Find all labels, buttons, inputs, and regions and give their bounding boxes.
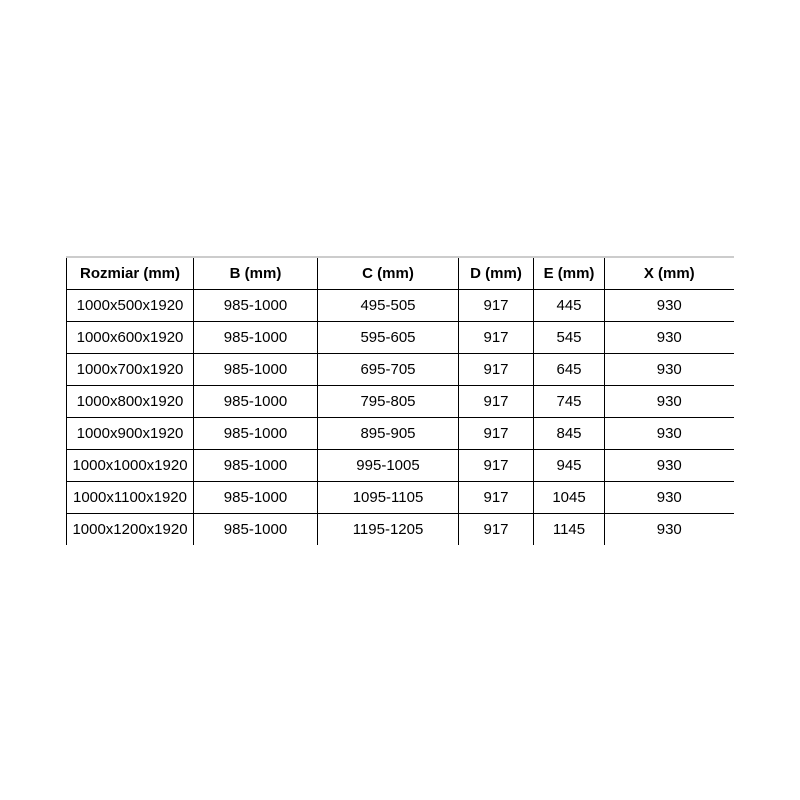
cell-c: 1195-1205 (318, 514, 459, 546)
column-header-x: X (mm) (605, 257, 734, 290)
cell-rozmiar: 1000x700x1920 (67, 354, 194, 386)
cell-rozmiar: 1000x500x1920 (67, 290, 194, 322)
header-row (67, 257, 734, 290)
cell-x: 930 (605, 482, 734, 514)
cell-x: 930 (605, 354, 734, 386)
cell-d: 917 (459, 322, 534, 354)
cell-e: 745 (534, 386, 605, 418)
cell-d: 917 (459, 450, 534, 482)
cell-e: 945 (534, 450, 605, 482)
table-row (67, 290, 734, 322)
column-header-c: C (mm) (318, 257, 459, 290)
cell-rozmiar: 1000x900x1920 (67, 418, 194, 450)
cell-b: 985-1000 (194, 290, 318, 322)
cell-rozmiar: 1000x1200x1920 (67, 514, 194, 546)
cell-rozmiar: 1000x800x1920 (67, 386, 194, 418)
column-header-rozmiar: Rozmiar (mm) (67, 257, 194, 290)
cell-e: 645 (534, 354, 605, 386)
cell-b: 985-1000 (194, 386, 318, 418)
cell-b: 985-1000 (194, 450, 318, 482)
cell-b: 985-1000 (194, 514, 318, 546)
table-row (67, 450, 734, 482)
cell-x: 930 (605, 290, 734, 322)
cell-b: 985-1000 (194, 354, 318, 386)
table-row (67, 354, 734, 386)
table-row (67, 482, 734, 514)
cell-rozmiar: 1000x1000x1920 (67, 450, 194, 482)
cell-x: 930 (605, 450, 734, 482)
cell-d: 917 (459, 290, 534, 322)
cell-x: 930 (605, 322, 734, 354)
cell-c: 595-605 (318, 322, 459, 354)
table-row (67, 322, 734, 354)
cell-c: 995-1005 (318, 450, 459, 482)
cell-x: 930 (605, 418, 734, 450)
cell-b: 985-1000 (194, 418, 318, 450)
cell-d: 917 (459, 514, 534, 546)
dimension-table (66, 256, 734, 545)
column-header-b: B (mm) (194, 257, 318, 290)
cell-e: 845 (534, 418, 605, 450)
cell-e: 1045 (534, 482, 605, 514)
cell-x: 930 (605, 386, 734, 418)
column-header-d: D (mm) (459, 257, 534, 290)
column-header-e: E (mm) (534, 257, 605, 290)
cell-e: 545 (534, 322, 605, 354)
cell-d: 917 (459, 482, 534, 514)
cell-c: 795-805 (318, 386, 459, 418)
table-row (67, 514, 734, 546)
table-row (67, 386, 734, 418)
dimension-table-container (66, 256, 734, 545)
cell-c: 895-905 (318, 418, 459, 450)
cell-d: 917 (459, 354, 534, 386)
table-row (67, 418, 734, 450)
cell-b: 985-1000 (194, 322, 318, 354)
cell-e: 445 (534, 290, 605, 322)
cell-d: 917 (459, 386, 534, 418)
cell-d: 917 (459, 418, 534, 450)
cell-e: 1145 (534, 514, 605, 546)
cell-x: 930 (656, 521, 682, 538)
cell-rozmiar: 1000x600x1920 (67, 322, 194, 354)
cell-c: 695-705 (318, 354, 459, 386)
cell-c: 495-505 (318, 290, 459, 322)
cell-c: 1095-1105 (318, 482, 459, 514)
cell-rozmiar: 1000x1100x1920 (67, 482, 194, 514)
cell-b: 985-1000 (194, 482, 318, 514)
